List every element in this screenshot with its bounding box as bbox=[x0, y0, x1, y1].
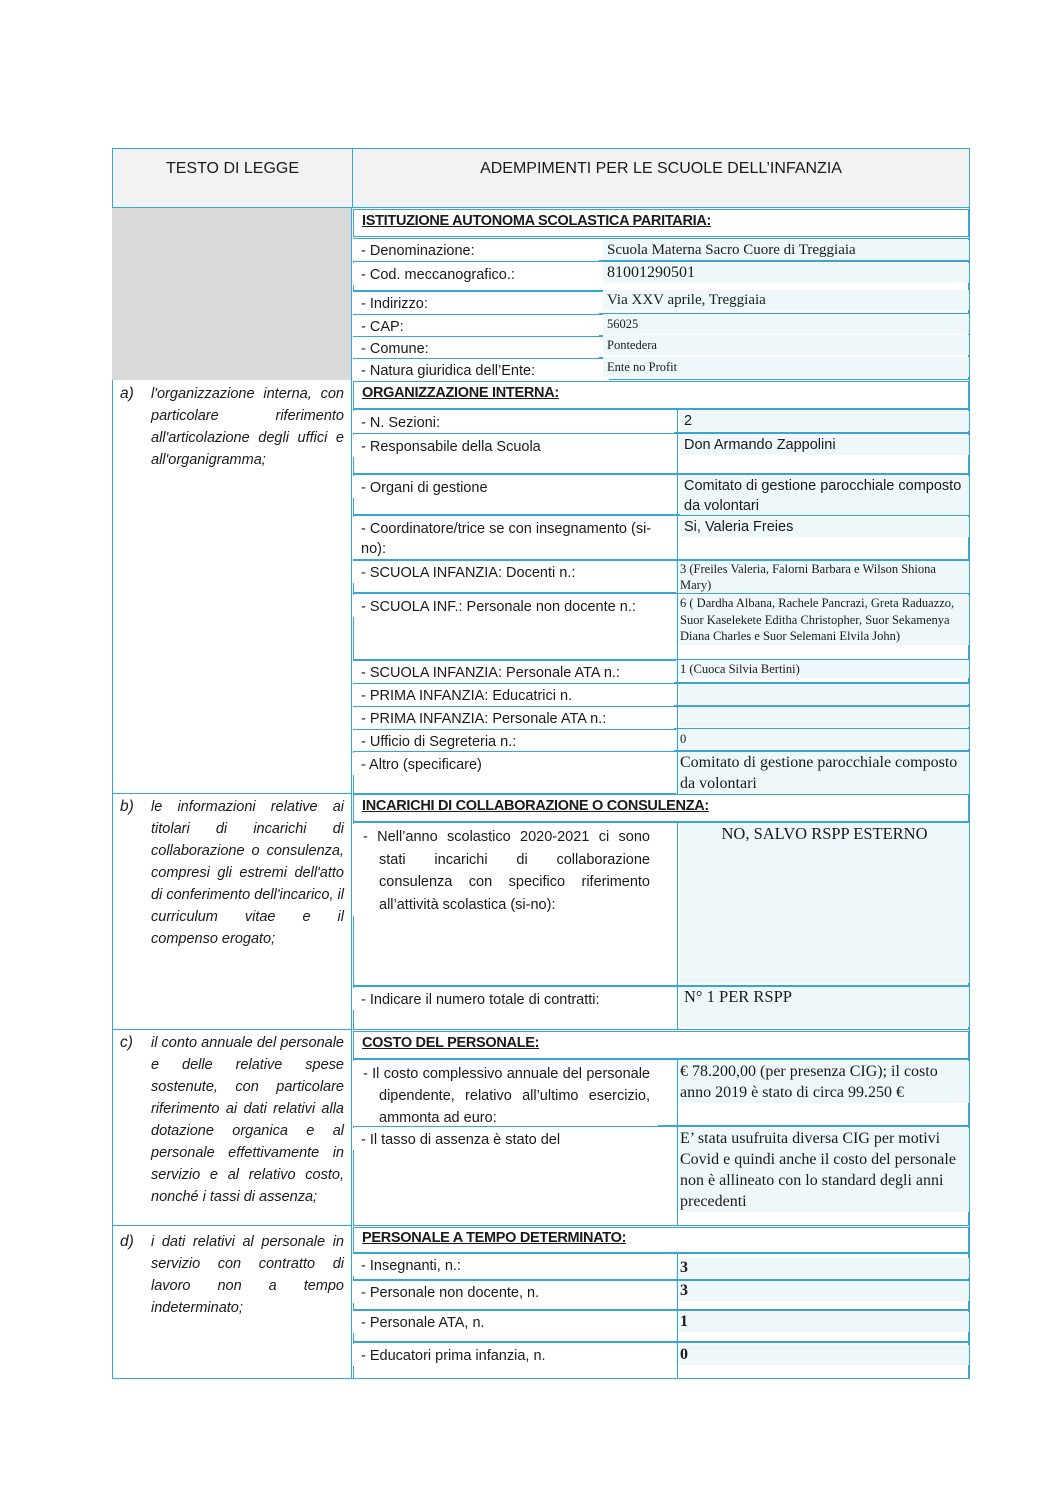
value-incarichi: NO, SALVO RSPP ESTERNO bbox=[680, 823, 969, 983]
label-altro: - Altro (specificare) bbox=[353, 753, 674, 775]
label-ata-det: - Personale ATA, n. bbox=[353, 1311, 674, 1333]
value-denominazione: Scuola Materna Sacro Cuore di Treggiaia bbox=[603, 240, 969, 260]
value-coordinatore: Si, Valeria Freies bbox=[680, 517, 969, 537]
label-insegnanti: - Insegnanti, n.: bbox=[353, 1254, 674, 1276]
value-natura-giuridica: Ente no Profit bbox=[603, 357, 969, 377]
label-responsabile: - Responsabile della Scuola bbox=[353, 435, 674, 457]
law-letter-a: a) bbox=[120, 385, 134, 402]
value-ata-det: 1 bbox=[676, 1312, 969, 1332]
header-left-label: TESTO DI LEGGE bbox=[165, 160, 300, 177]
value-cap: 56025 bbox=[603, 314, 969, 334]
value-organi-gestione: Comitato di gestione parocchiale composto da volontari bbox=[680, 476, 969, 516]
law-body-c: il conto annuale del personale e delle relative spese sostenute, con particolare riferimento ai dati relativi alla dotazione organica e al personale effettivamente in servizio e al relativo costo, nonché i tassi di assenza; bbox=[151, 1035, 344, 1205]
value-comune: Pontedera bbox=[603, 335, 969, 355]
label-segreteria: - Ufficio di Segreteria n.: bbox=[353, 730, 674, 752]
value-costo-annuale: € 78.200,00 (per presenza CIG); il costo anno 2019 è stato di circa 99.250 € bbox=[676, 1061, 969, 1103]
header-col-left bbox=[112, 148, 353, 208]
value-segreteria: 0 bbox=[676, 729, 969, 749]
label-n-sezioni: - N. Sezioni: bbox=[353, 411, 674, 433]
section-title-tempo-determinato: PERSONALE A TEMPO DETERMINATO: bbox=[353, 1227, 969, 1253]
label-comune: - Comune: bbox=[353, 337, 599, 359]
section-title-incarichi: INCARICHI DI COLLABORAZIONE O CONSULENZA: bbox=[353, 794, 969, 822]
law-letter-c: c) bbox=[120, 1034, 133, 1051]
label-coordinatore: - Coordinatore/trice se con insegnamento (si-no): bbox=[353, 517, 674, 559]
law-text-c bbox=[120, 1032, 344, 1208]
label-non-docente: - SCUOLA INF.: Personale non docente n.: bbox=[353, 595, 679, 617]
value-altro: Comitato di gestione parocchiale composto da volontari bbox=[676, 752, 969, 794]
law-text-b bbox=[120, 796, 344, 950]
value-n-sezioni: 2 bbox=[680, 411, 969, 431]
column-divider bbox=[677, 1059, 678, 1226]
value-non-docente-det: 3 bbox=[676, 1281, 969, 1301]
label-numero-contratti: - Indicare il numero totale di contratti: bbox=[353, 988, 674, 1010]
label-educatrici: - PRIMA INFANZIA: Educatrici n. bbox=[353, 684, 674, 706]
law-letter-d: d) bbox=[120, 1233, 134, 1250]
label-cod-mecc: - Cod. meccanografico.: bbox=[353, 263, 599, 285]
label-non-docente-det: - Personale non docente, n. bbox=[353, 1281, 674, 1303]
label-denominazione: - Denominazione: bbox=[353, 239, 599, 261]
label-ata-prima-infanzia: - PRIMA INFANZIA: Personale ATA n.: bbox=[353, 707, 674, 729]
law-body-a: l'organizzazione interna, con particolare riferimento all'articolazione degli uffici e all'organigramma; bbox=[151, 386, 344, 468]
value-responsabile: Don Armando Zappolini bbox=[680, 435, 969, 455]
label-natura-giuridica: - Natura giuridica dell’Ente: bbox=[353, 359, 609, 381]
column-divider bbox=[677, 409, 678, 794]
value-ata-prima-infanzia bbox=[680, 707, 969, 727]
label-cap: - CAP: bbox=[353, 315, 599, 337]
column-divider bbox=[677, 822, 678, 1030]
value-numero-contratti: N° 1 PER RSPP bbox=[680, 987, 969, 1027]
value-docenti: 3 (Freiles Valeria, Falorni Barbara e Wilson Shiona Mary) bbox=[676, 561, 969, 593]
value-tasso-assenza: E’ stata usufruita diversa CIG per motivi Covid e quindi anche il costo del personale non è allineato con lo standard degli anni precedenti bbox=[676, 1128, 969, 1212]
law-text-a bbox=[120, 383, 344, 471]
value-educatori-prima-infanzia: 0 bbox=[676, 1345, 969, 1365]
section-title-costo: COSTO DEL PERSONALE: bbox=[353, 1031, 969, 1059]
law-letter-b: b) bbox=[120, 798, 134, 815]
label-tasso-assenza: - Il tasso di assenza è stato del bbox=[353, 1128, 674, 1150]
value-insegnanti: 3 bbox=[676, 1258, 969, 1278]
section-title-istituzione: ISTITUZIONE AUTONOMA SCOLASTICA PARITARIA: bbox=[353, 209, 969, 237]
value-non-docente: 6 ( Dardha Albana, Rachele Pancrazi, Greta Raduazzo, Suor Kaselekete Editha Christopher, Suor Sekamenya Diana Charles e Suor Selemani Elvila John) bbox=[676, 595, 969, 645]
value-indirizzo: Via XXV aprile, Treggiaia bbox=[603, 290, 969, 310]
value-cod-mecc: 81001290501 bbox=[603, 263, 969, 283]
law-body-b: le informazioni relative ai titolari di incarichi di collaborazione o consulenza, compresi gli estremi dell'atto di conferimento dell'incarico, il curriculum vitae e il compenso erogato; bbox=[151, 799, 344, 947]
header-right-label: ADEMPIMENTI PER LE SCUOLE DELL’INFANZIA bbox=[480, 160, 842, 177]
column-divider bbox=[677, 1253, 678, 1379]
section-title-organizzazione: ORGANIZZAZIONE INTERNA: bbox=[353, 381, 969, 409]
value-educatrici bbox=[680, 684, 969, 704]
label-incarichi: - Nell’anno scolastico 2020-2021 ci sono stati incarichi di collaborazione consulenza con specifico riferimento all’attività scolastica (si-no): bbox=[353, 824, 658, 916]
law-text-d bbox=[120, 1231, 344, 1319]
law-body-d: i dati relativi al personale in servizio con contratto di lavoro non a tempo indeterminato; bbox=[151, 1234, 344, 1316]
label-organi-gestione: - Organi di gestione bbox=[353, 476, 674, 498]
label-costo-annuale: - Il costo complessivo annuale del personale dipendente, relativo all’ultimo esercizio, ammonta ad euro: bbox=[353, 1061, 658, 1129]
value-ata-infanzia: 1 (Cuoca Silvia Bertini) bbox=[676, 660, 969, 678]
label-ata-infanzia: - SCUOLA INFANZIA: Personale ATA n.: bbox=[353, 661, 674, 683]
law-text-empty-cell bbox=[112, 208, 352, 380]
header-col-right bbox=[352, 148, 970, 208]
label-indirizzo: - Indirizzo: bbox=[353, 292, 599, 314]
label-educatori-prima-infanzia: - Educatori prima infanzia, n. bbox=[353, 1344, 674, 1366]
label-docenti: - SCUOLA INFANZIA: Docenti n.: bbox=[353, 561, 674, 583]
